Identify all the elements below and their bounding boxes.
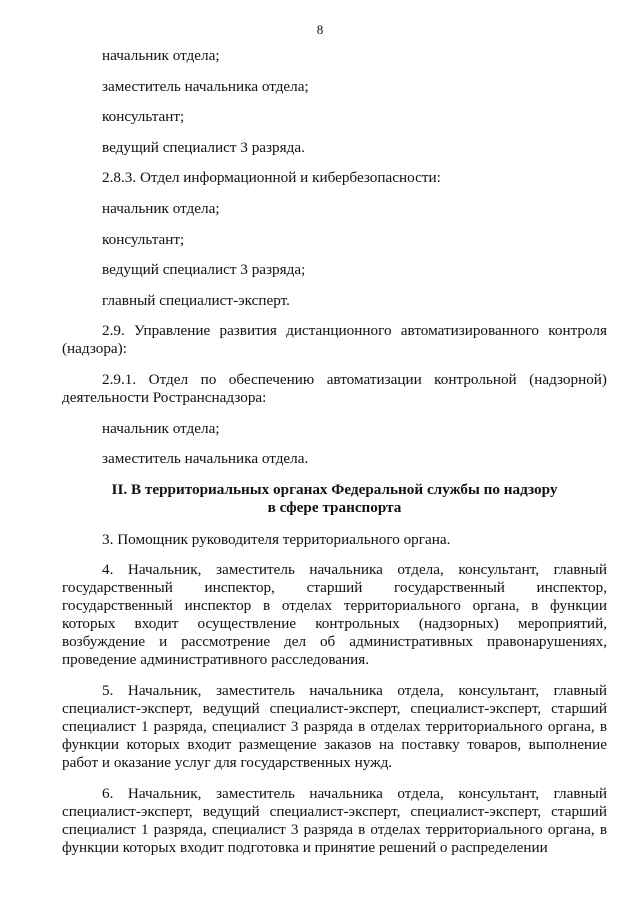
paragraph-deputy-head: заместитель начальника отдела; (102, 77, 309, 95)
paragraph-2-8-3: 2.8.3. Отдел информационной и кибербезопасности: (102, 169, 441, 187)
paragraph-5: 5. Начальник, заместитель начальника отдела, консультант, главный специалист-эксперт, ведущий специалист-эксперт, специалист-эксперт, старший специалист 1 разряда, специалист 3 разряда в отделах территориального органа, в функции которых входит размещение заказов на поставку товаров, выполнение работ и оказание услуг для государственных нужд. (62, 681, 607, 771)
paragraph-head-of-department-2: начальник отдела; (102, 199, 220, 217)
paragraph-head-of-department: начальник отдела; (102, 47, 220, 64)
paragraph-6: 6. Начальник, заместитель начальника отдела, консультант, главный специалист-эксперт, ведущий специалист-эксперт, специалист-эксперт, старший специалист 1 разряда, специалист 3 разряда в отделах территориального органа, в функции которых входит подготовка и принятие решений о распределении (62, 784, 607, 856)
paragraph-4: 4. Начальник, заместитель начальника отдела, консультант, главный государственный инспектор, старший государственный инспектор, государственный инспектор в отделах территориального органа, в функции которых входит осуществление контрольных (надзорных) мероприятий, возбуждение и рассмотрение дел об административных правонарушениях, проведение административного расследования. (62, 561, 607, 669)
document-body (62, 47, 607, 869)
paragraph-3: 3. Помощник руководителя территориального органа. (102, 530, 451, 548)
paragraph-lead-specialist: ведущий специалист 3 разряда. (102, 138, 305, 156)
paragraph-lead-specialist-2: ведущий специалист 3 разряда; (102, 261, 306, 279)
section-heading-ii (62, 481, 607, 517)
page-number: 8 (316, 22, 324, 37)
section-heading-line2: в сфере транспорта (267, 498, 402, 516)
paragraph-consultant: консультант; (102, 108, 185, 126)
section-heading-line1: II. В территориальных органах Федеральной службы по надзору (111, 480, 558, 498)
paragraph-consultant-2: консультант; (102, 230, 185, 248)
paragraph-deputy-head-2: заместитель начальника отдела. (102, 450, 309, 468)
paragraph-2-9: 2.9. Управление развития дистанционного автоматизированного контроля (надзора): (62, 322, 607, 358)
paragraph-head-of-department-3: начальник отдела; (102, 419, 220, 437)
paragraph-chief-specialist-expert: главный специалист-эксперт. (102, 291, 290, 309)
paragraph-2-9-1: 2.9.1. Отдел по обеспечению автоматизации контрольной (надзорной) деятельности Ространснадзора: (62, 370, 607, 406)
